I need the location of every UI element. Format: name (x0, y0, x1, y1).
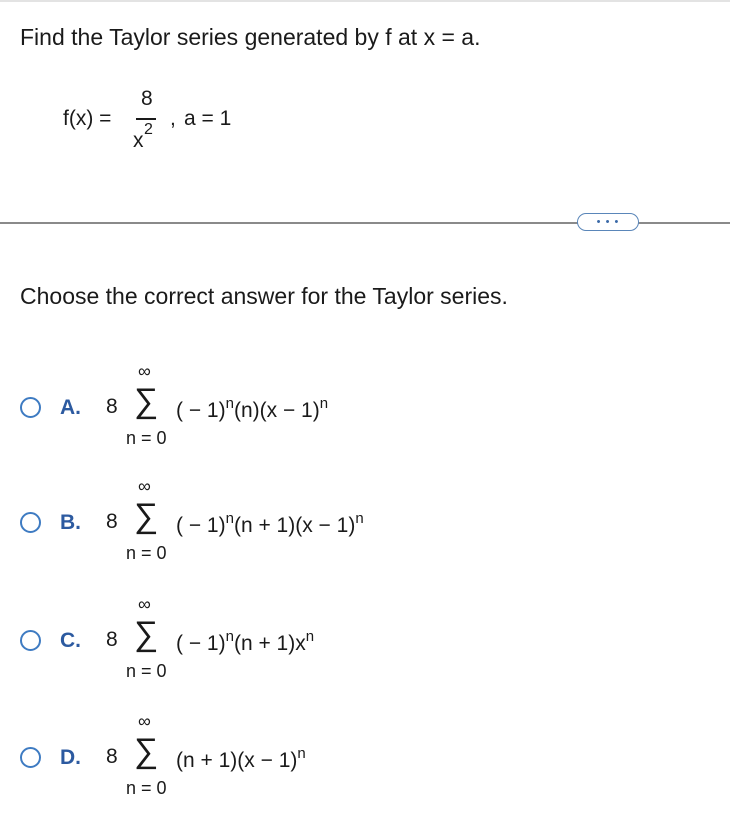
term-part: ( − 1) (176, 514, 226, 537)
summation-lower-limit: n = 0 (126, 661, 167, 681)
term-part: (n + 1)x (233, 632, 306, 655)
top-rule (0, 0, 730, 2)
option-a[interactable] (16, 361, 576, 461)
option-letter: A. (60, 396, 81, 419)
sigma-symbol: ∑ (134, 732, 159, 770)
summation-lower-limit: n = 0 (126, 428, 167, 448)
term-part: (n + 1)(x − 1) (233, 514, 356, 537)
option-b[interactable] (16, 476, 576, 576)
term-part: ( − 1) (176, 399, 226, 422)
term-part: ( − 1) (176, 632, 226, 655)
coefficient: 8 (106, 628, 118, 651)
term-exponent: n (305, 628, 315, 645)
summation-upper-limit: ∞ (138, 711, 151, 731)
radio-button[interactable] (20, 397, 41, 418)
fraction-numerator: 8 (141, 87, 153, 110)
more-options-button[interactable]: • • • (577, 213, 639, 231)
sigma-symbol: ∑ (134, 382, 159, 420)
coefficient: 8 (106, 745, 118, 768)
function-comma: , (170, 107, 176, 130)
prompt-text: Choose the correct answer for the Taylor series. (20, 283, 508, 309)
term-exponent: n (225, 628, 234, 645)
term-exponent: n (319, 395, 329, 412)
coefficient: 8 (106, 510, 118, 533)
summation-lower-limit: n = 0 (126, 543, 167, 563)
term-exponent: n (297, 745, 306, 762)
option-letter: C. (60, 629, 81, 652)
radio-button[interactable] (20, 747, 41, 768)
option-letter: B. (60, 511, 81, 534)
term-part: (n)(x − 1) (233, 399, 320, 422)
series-term (176, 745, 306, 773)
function-definition (63, 84, 323, 174)
summation-lower-limit: n = 0 (126, 778, 167, 798)
series-term (176, 510, 364, 538)
fraction-denominator: x (133, 129, 144, 152)
sigma-symbol: ∑ (134, 497, 159, 535)
series-term (176, 628, 314, 656)
term-exponent: n (355, 510, 364, 527)
function-lhs: f(x) = (63, 107, 112, 130)
radio-button[interactable] (20, 630, 41, 651)
term-exponent: n (225, 395, 234, 412)
denominator-exponent: 2 (144, 121, 153, 138)
option-letter: D. (60, 746, 81, 769)
question-text: Find the Taylor series generated by f at x = a. (20, 24, 481, 50)
term-exponent: n (225, 510, 234, 527)
summation-upper-limit: ∞ (138, 594, 151, 614)
fraction-bar (136, 118, 156, 120)
radio-button[interactable] (20, 512, 41, 533)
option-c[interactable] (16, 594, 576, 694)
term-part: (n + 1)(x − 1) (176, 749, 298, 772)
summation-upper-limit: ∞ (138, 361, 151, 381)
option-d[interactable] (16, 711, 576, 811)
sigma-symbol: ∑ (134, 615, 159, 653)
series-term (176, 395, 328, 423)
coefficient: 8 (106, 395, 118, 418)
summation-upper-limit: ∞ (138, 476, 151, 496)
a-value: a = 1 (184, 107, 232, 130)
